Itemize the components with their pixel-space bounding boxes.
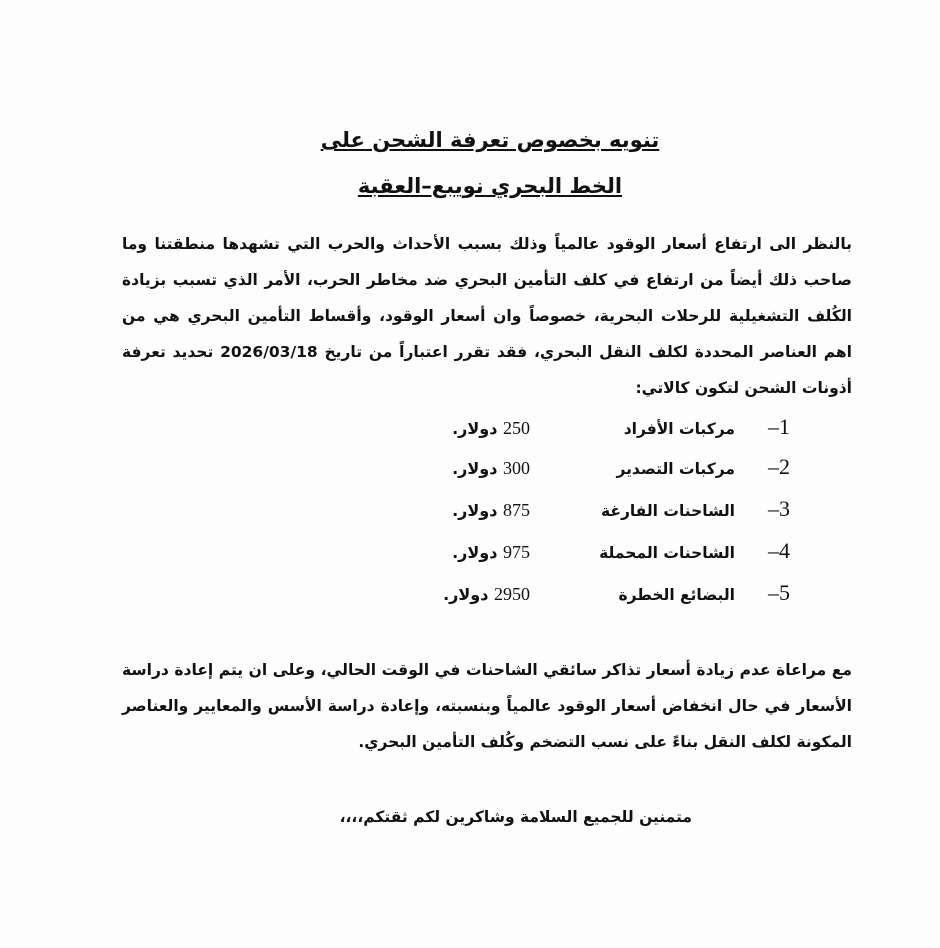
item-amount: 250 — [503, 418, 530, 438]
item-label: البضائع الخطرة — [618, 586, 735, 604]
list-item — [150, 496, 790, 536]
item-currency: دولار. — [452, 501, 498, 520]
item-price — [443, 584, 530, 605]
item-currency: دولار. — [443, 585, 489, 604]
closing-line: متمنين للجميع السلامة وشاكرين لكم ثقتكم،،،، — [339, 808, 692, 826]
item-price — [452, 500, 530, 521]
list-item — [150, 454, 790, 494]
list-item — [150, 414, 790, 454]
item-currency: دولار. — [452, 459, 498, 478]
item-price — [452, 418, 530, 439]
item-label: مركبات التصدير — [616, 460, 735, 478]
item-currency: دولار. — [452, 419, 498, 438]
item-number: 1– — [768, 414, 790, 439]
item-amount: 975 — [503, 542, 530, 562]
outro-paragraph: مع مراعاة عدم زيادة أسعار تذاكر سائقي الشاحنات في الوقت الحالي، وعلى ان يتم إعادة دراسة الأسعار في حال انخفاض أسعار الوقود عالمياً وبنسبته، وإعادة دراسة الأسس والمعايير والعناصر المكونة لكلف النقل بناءً على نسب التضخم وكُلف التأمين البحري. — [122, 661, 852, 751]
intro-paragraph: بالنظر الى ارتفاع أسعار الوقود عالمياً وذلك بسبب الأحداث والحرب التي تشهدها منطقتنا وما صاحب ذلك أيضاً من ارتفاع في كلف التأمين البحري ضد مخاطر الحرب، الأمر الذي تسبب بزيادة الكُلف التشغيلية للرحلات البحرية، خصوصاً وان أسعار الوقود، وأقساط التأمين البحري هي من اهم العناصر المحددة لكلف النقل البحري، فقد تقرر اعتباراً من تاريخ 2026/03/18 تحديد تعرفة أذونات الشحن لتكون كالاتي: — [122, 235, 852, 397]
item-number: 5– — [768, 580, 790, 605]
item-amount: 2950 — [494, 584, 530, 604]
item-currency: دولار. — [452, 543, 498, 562]
item-number: 3– — [768, 496, 790, 521]
notice-title-line2: الخط البحري نويبع–العقبة — [357, 174, 623, 198]
item-amount: 300 — [503, 458, 530, 478]
list-item — [150, 538, 790, 578]
notice-title-line1: تنويه بخصوص تعرفة الشحن على — [320, 128, 660, 152]
item-number: 2– — [768, 454, 790, 479]
item-number: 4– — [768, 538, 790, 563]
item-label: الشاحنات المحملة — [599, 544, 735, 562]
item-price — [452, 458, 530, 479]
item-amount: 875 — [503, 500, 530, 520]
item-price — [452, 542, 530, 563]
list-item — [150, 580, 790, 620]
item-label: مركبات الأفراد — [623, 420, 735, 438]
item-label: الشاحنات الفارغة — [600, 502, 735, 520]
